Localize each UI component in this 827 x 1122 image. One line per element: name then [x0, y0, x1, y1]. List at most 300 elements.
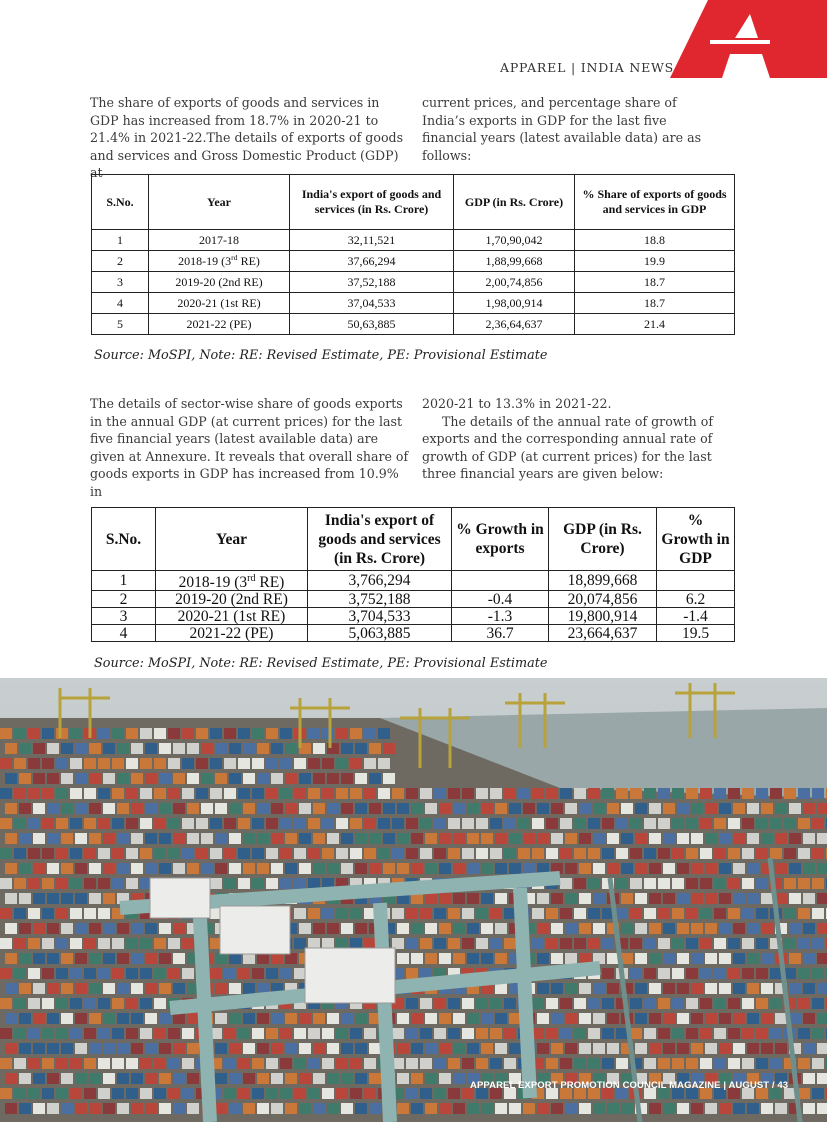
- shipping-container: [322, 818, 334, 829]
- shipping-container: [42, 968, 54, 979]
- shipping-container: [126, 818, 138, 829]
- shipping-container: [126, 1058, 138, 1069]
- shipping-container: [481, 1043, 493, 1054]
- shipping-container: [523, 833, 535, 844]
- shipping-container: [644, 818, 656, 829]
- shipping-container: [406, 818, 418, 829]
- shipping-container: [5, 1013, 17, 1024]
- shipping-container: [98, 938, 110, 949]
- shipping-container: [579, 803, 591, 814]
- shipping-container: [700, 908, 712, 919]
- shipping-container: [756, 908, 768, 919]
- shipping-container: [551, 1103, 563, 1114]
- shipping-container: [187, 1013, 199, 1024]
- shipping-container: [504, 938, 516, 949]
- cell-gdp: 1,98,00,914: [454, 293, 575, 314]
- shipping-container: [579, 833, 591, 844]
- shipping-container: [70, 788, 82, 799]
- shipping-container: [131, 863, 143, 874]
- shipping-container: [285, 953, 297, 964]
- shipping-container: [322, 728, 334, 739]
- shipping-container: [145, 743, 157, 754]
- shipping-container: [574, 818, 586, 829]
- shipping-container: [411, 863, 423, 874]
- shipping-container: [28, 1028, 40, 1039]
- shipping-container: [621, 893, 633, 904]
- shipping-container: [103, 743, 115, 754]
- shipping-container: [89, 1043, 101, 1054]
- shipping-container: [700, 848, 712, 859]
- shipping-container: [33, 833, 45, 844]
- shipping-container: [294, 908, 306, 919]
- shipping-container: [103, 1013, 115, 1024]
- shipping-container: [789, 863, 801, 874]
- shipping-container: [341, 1043, 353, 1054]
- shipping-container: [112, 848, 124, 859]
- shipping-container: [490, 848, 502, 859]
- shipping-container: [770, 848, 782, 859]
- cell-gdp: 2,36,64,637: [454, 314, 575, 335]
- shipping-container: [518, 848, 530, 859]
- shipping-container: [770, 818, 782, 829]
- table1-source-note: Source: MoSPI, Note: RE: Revised Estimate, PE: Provisional Estimate: [94, 348, 548, 363]
- shipping-container: [630, 998, 642, 1009]
- shipping-container: [602, 938, 614, 949]
- shipping-container: [299, 773, 311, 784]
- shipping-container: [546, 1028, 558, 1039]
- shipping-container: [252, 758, 264, 769]
- shipping-container: [495, 1103, 507, 1114]
- shipping-container: [635, 1013, 647, 1024]
- shipping-container: [714, 1028, 726, 1039]
- shipping-container: [635, 863, 647, 874]
- shipping-container: [355, 773, 367, 784]
- shipping-container: [434, 938, 446, 949]
- shipping-container: [154, 848, 166, 859]
- shipping-container: [327, 1043, 339, 1054]
- shipping-container: [112, 878, 124, 889]
- cell-exports: 50,63,885: [290, 314, 454, 335]
- shipping-container: [775, 1103, 787, 1114]
- shipping-container: [705, 983, 717, 994]
- shipping-container: [182, 938, 194, 949]
- shipping-container: [733, 893, 745, 904]
- shipping-container: [546, 818, 558, 829]
- shipping-container: [369, 1103, 381, 1114]
- shipping-container: [434, 908, 446, 919]
- shipping-container: [140, 848, 152, 859]
- shipping-container: [593, 1103, 605, 1114]
- shipping-container: [350, 848, 362, 859]
- shipping-container: [770, 1058, 782, 1069]
- shipping-container: [28, 998, 40, 1009]
- shipping-container: [61, 803, 73, 814]
- shipping-container: [462, 788, 474, 799]
- shipping-container: [117, 833, 129, 844]
- shipping-container: [406, 1088, 418, 1099]
- shipping-container: [705, 1103, 717, 1114]
- shipping-container: [182, 968, 194, 979]
- shipping-container: [705, 803, 717, 814]
- shipping-container: [173, 1043, 185, 1054]
- shipping-container: [406, 848, 418, 859]
- shipping-container: [644, 1058, 656, 1069]
- shipping-container: [397, 953, 409, 964]
- table-header-row: [92, 175, 735, 230]
- shipping-container: [327, 803, 339, 814]
- shipping-container: [308, 818, 320, 829]
- shipping-container: [336, 788, 348, 799]
- shipping-container: [663, 983, 675, 994]
- shipping-container: [784, 848, 796, 859]
- shipping-container: [798, 968, 810, 979]
- shipping-container: [537, 953, 549, 964]
- shipping-container: [406, 998, 418, 1009]
- shipping-container: [803, 953, 815, 964]
- shipping-container: [658, 938, 670, 949]
- shipping-container: [215, 743, 227, 754]
- shipping-container: [411, 1043, 423, 1054]
- shipping-container: [70, 818, 82, 829]
- shipping-container: [756, 1058, 768, 1069]
- shipping-container: [19, 983, 31, 994]
- shipping-container: [672, 788, 684, 799]
- shipping-container: [61, 833, 73, 844]
- shipping-container: [705, 923, 717, 934]
- shipping-container: [756, 1028, 768, 1039]
- shipping-container: [784, 908, 796, 919]
- shipping-container: [546, 1058, 558, 1069]
- shipping-container: [56, 728, 68, 739]
- cell-year: 2018-19 (3rd RE): [156, 571, 308, 591]
- cell-year: 2018-19 (3rd RE): [149, 251, 290, 272]
- shipping-container: [607, 983, 619, 994]
- shipping-container: [33, 1103, 45, 1114]
- shipping-container: [756, 788, 768, 799]
- shipping-container: [271, 803, 283, 814]
- shipping-container: [817, 1073, 827, 1084]
- shipping-container: [56, 938, 68, 949]
- shipping-container: [672, 818, 684, 829]
- cell-share: 19.9: [575, 251, 735, 272]
- shipping-container: [252, 1088, 264, 1099]
- col-header-gdp: GDP (in Rs. Crore): [549, 508, 657, 571]
- table-row: [92, 591, 735, 608]
- shipping-container: [14, 728, 26, 739]
- shipping-container: [294, 1088, 306, 1099]
- shipping-container: [327, 1073, 339, 1084]
- shipping-container: [84, 878, 96, 889]
- shipping-container: [574, 878, 586, 889]
- shipping-container: [588, 1058, 600, 1069]
- shipping-container: [341, 1013, 353, 1024]
- shipping-container: [42, 848, 54, 859]
- shipping-container: [350, 758, 362, 769]
- shipping-container: [131, 983, 143, 994]
- cell-exports: 32,11,521: [290, 230, 454, 251]
- shipping-container: [84, 1058, 96, 1069]
- shipping-container: [565, 1103, 577, 1114]
- shipping-container: [173, 1103, 185, 1114]
- shipping-container: [103, 1073, 115, 1084]
- shipping-container: [159, 803, 171, 814]
- cell-share: 18.7: [575, 272, 735, 293]
- shipping-container: [47, 983, 59, 994]
- shipping-container: [476, 818, 488, 829]
- shipping-container: [28, 938, 40, 949]
- shipping-container: [677, 893, 689, 904]
- shipping-container: [243, 983, 255, 994]
- shipping-container: [369, 803, 381, 814]
- shipping-container: [19, 923, 31, 934]
- shipping-container: [187, 803, 199, 814]
- shipping-container: [448, 848, 460, 859]
- shipping-container: [266, 1088, 278, 1099]
- shipping-container: [481, 833, 493, 844]
- shipping-container: [42, 788, 54, 799]
- shipping-container: [266, 788, 278, 799]
- cell-exports: 3,704,533: [308, 608, 452, 625]
- shipping-container: [495, 893, 507, 904]
- shipping-container: [168, 1058, 180, 1069]
- table-row: [92, 625, 735, 642]
- shipping-container: [453, 923, 465, 934]
- shipping-container: [243, 1013, 255, 1024]
- shipping-container: [196, 818, 208, 829]
- shipping-container: [425, 1013, 437, 1024]
- shipping-container: [649, 833, 661, 844]
- shipping-container: [719, 803, 731, 814]
- shipping-container: [644, 848, 656, 859]
- shipping-container: [313, 773, 325, 784]
- shipping-container: [70, 848, 82, 859]
- shipping-container: [467, 923, 479, 934]
- shipping-container: [187, 1073, 199, 1084]
- shipping-container: [495, 1013, 507, 1024]
- shipping-container: [434, 848, 446, 859]
- shipping-container: [616, 908, 628, 919]
- shipping-container: [714, 1058, 726, 1069]
- shipping-container: [0, 818, 12, 829]
- shipping-container: [280, 878, 292, 889]
- shipping-container: [551, 983, 563, 994]
- shipping-container: [789, 983, 801, 994]
- shipping-container: [630, 878, 642, 889]
- shipping-container: [168, 728, 180, 739]
- shipping-container: [56, 1088, 68, 1099]
- shipping-container: [481, 953, 493, 964]
- shipping-container: [383, 803, 395, 814]
- shipping-container: [266, 848, 278, 859]
- table-row: [92, 571, 735, 591]
- shipping-container: [75, 1073, 87, 1084]
- shipping-container: [257, 833, 269, 844]
- shipping-container: [490, 908, 502, 919]
- shipping-container: [691, 863, 703, 874]
- shipping-container: [117, 773, 129, 784]
- cell-share: 18.8: [575, 230, 735, 251]
- shipping-container: [509, 863, 521, 874]
- shipping-container: [238, 788, 250, 799]
- shipping-container: [70, 1088, 82, 1099]
- shipping-container: [560, 938, 572, 949]
- shipping-container: [215, 1103, 227, 1114]
- shipping-container: [546, 788, 558, 799]
- shipping-container: [33, 1073, 45, 1084]
- shipping-container: [593, 803, 605, 814]
- shipping-container: [14, 938, 26, 949]
- shipping-container: [350, 1088, 362, 1099]
- shipping-container: [173, 833, 185, 844]
- shipping-container: [140, 788, 152, 799]
- shipping-container: [733, 1103, 745, 1114]
- shipping-container: [285, 833, 297, 844]
- shipping-container: [565, 953, 577, 964]
- shipping-container: [56, 908, 68, 919]
- shipping-container: [700, 818, 712, 829]
- shipping-container: [154, 968, 166, 979]
- shipping-container: [817, 833, 827, 844]
- shipping-container: [467, 863, 479, 874]
- shipping-container: [229, 1013, 241, 1024]
- shipping-container: [537, 803, 549, 814]
- shipping-container: [19, 1043, 31, 1054]
- shipping-container: [103, 983, 115, 994]
- shipping-container: [42, 998, 54, 1009]
- shipping-container: [117, 803, 129, 814]
- shipping-container: [210, 878, 222, 889]
- shipping-container: [574, 788, 586, 799]
- shipping-container: [308, 878, 320, 889]
- shipping-container: [607, 803, 619, 814]
- shipping-container: [677, 923, 689, 934]
- shipping-container: [159, 953, 171, 964]
- cell-exports: 37,04,533: [290, 293, 454, 314]
- shipping-container: [677, 1043, 689, 1054]
- shipping-container: [14, 1058, 26, 1069]
- shipping-container: [238, 818, 250, 829]
- shipping-container: [644, 938, 656, 949]
- cell-growth-gdp: [657, 571, 735, 591]
- shipping-container: [490, 938, 502, 949]
- shipping-container: [0, 1028, 12, 1039]
- shipping-container: [173, 1013, 185, 1024]
- shipping-container: [103, 863, 115, 874]
- shipping-container: [649, 953, 661, 964]
- shipping-container: [299, 803, 311, 814]
- shipping-container: [257, 773, 269, 784]
- shipping-container: [75, 773, 87, 784]
- shipping-container: [89, 1073, 101, 1084]
- shipping-container: [579, 863, 591, 874]
- shipping-container: [238, 968, 250, 979]
- shipping-container: [299, 1013, 311, 1024]
- shipping-container: [322, 788, 334, 799]
- shipping-container: [672, 1058, 684, 1069]
- shipping-container: [747, 923, 759, 934]
- shipping-container: [672, 968, 684, 979]
- shipping-container: [75, 863, 87, 874]
- shipping-container: [658, 908, 670, 919]
- shipping-container: [714, 968, 726, 979]
- shipping-container: [803, 833, 815, 844]
- shipping-container: [159, 983, 171, 994]
- shipping-container: [756, 848, 768, 859]
- shipping-container: [154, 998, 166, 1009]
- shipping-container: [644, 998, 656, 1009]
- shipping-container: [271, 953, 283, 964]
- shipping-container: [271, 833, 283, 844]
- shipping-container: [789, 923, 801, 934]
- shipping-container: [789, 803, 801, 814]
- shipping-container: [140, 968, 152, 979]
- col-header-growth-exports: % Growth in exports: [452, 508, 549, 571]
- shipping-container: [705, 1013, 717, 1024]
- shipping-container: [131, 833, 143, 844]
- shipping-container: [537, 1013, 549, 1024]
- shipping-container: [425, 803, 437, 814]
- shipping-container: [658, 818, 670, 829]
- shipping-container: [551, 833, 563, 844]
- shipping-container: [266, 758, 278, 769]
- shipping-container: [229, 773, 241, 784]
- shipping-container: [462, 848, 474, 859]
- shipping-container: [761, 1013, 773, 1024]
- shipping-container: [98, 788, 110, 799]
- shipping-container: [154, 938, 166, 949]
- shipping-container: [672, 938, 684, 949]
- shipping-container: [439, 833, 451, 844]
- shipping-container: [210, 728, 222, 739]
- shipping-container: [238, 848, 250, 859]
- shipping-container: [761, 893, 773, 904]
- shipping-container: [350, 1058, 362, 1069]
- shipping-container: [243, 803, 255, 814]
- shipping-container: [70, 878, 82, 889]
- shipping-container: [313, 743, 325, 754]
- shipping-container: [364, 728, 376, 739]
- shipping-container: [271, 1043, 283, 1054]
- shipping-container: [546, 848, 558, 859]
- shipping-container: [495, 863, 507, 874]
- shipping-container: [756, 818, 768, 829]
- shipping-container: [467, 1043, 479, 1054]
- shipping-container: [420, 1058, 432, 1069]
- shipping-container: [439, 1103, 451, 1114]
- shipping-container: [42, 908, 54, 919]
- shipping-container: [229, 743, 241, 754]
- shipping-container: [131, 1043, 143, 1054]
- shipping-container: [411, 953, 423, 964]
- shipping-container: [467, 833, 479, 844]
- shipping-container: [672, 998, 684, 1009]
- shipping-container: [686, 848, 698, 859]
- shipping-container: [476, 788, 488, 799]
- shipping-container: [238, 1088, 250, 1099]
- shipping-container: [103, 1103, 115, 1114]
- shipping-container: [411, 1073, 423, 1084]
- shipping-container: [761, 1103, 773, 1114]
- shipping-container: [33, 863, 45, 874]
- shipping-container: [308, 728, 320, 739]
- shipping-container: [61, 1073, 73, 1084]
- shipping-container: [672, 1028, 684, 1039]
- shipping-container: [537, 1103, 549, 1114]
- shipping-container: [756, 968, 768, 979]
- shipping-container: [784, 788, 796, 799]
- shipping-container: [308, 1088, 320, 1099]
- shipping-container: [14, 788, 26, 799]
